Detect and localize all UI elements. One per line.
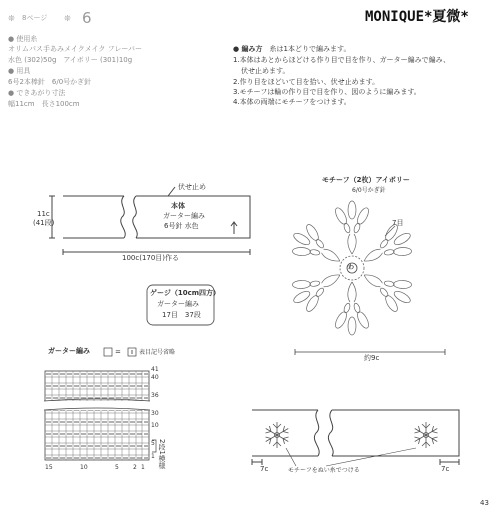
assembly-note: モチーフをぬい糸でつける — [288, 467, 360, 474]
col-label: 5 — [115, 464, 119, 471]
yarn-name: オリムパス手あみメイクメイク フレーバー — [8, 45, 142, 53]
motif-size: 約9c — [364, 354, 380, 362]
header-star-icon: ❊ — [64, 14, 71, 23]
col-label: 1 — [141, 464, 145, 471]
howto-step: 4.本体の両端にモチーフをつけます。 — [233, 98, 351, 106]
row-label: 1 — [151, 453, 155, 460]
watermark: MONIQUE*夏微* — [365, 9, 469, 25]
legend-equals: = — [115, 348, 121, 356]
col-label: 10 — [80, 464, 88, 471]
size-heading: ● できあがり寸法 — [8, 89, 66, 97]
motif-rounds: 7目 — [392, 219, 404, 227]
tools-detail: 6号2本棒針 6/0号かぎ針 — [8, 78, 92, 86]
bind-off-label: 伏せ止め — [178, 183, 206, 191]
motif-center: わ — [348, 264, 355, 271]
row-label: 40 — [151, 374, 159, 381]
col-label: 2 — [133, 464, 137, 471]
howto-step: 2.作り目をほどいて目を拾い、伏せ止めます。 — [233, 78, 380, 86]
body-stitch: ガーター編み — [163, 212, 205, 220]
height-rows-label: (41段) — [33, 219, 55, 227]
repeat-label: 2段1模様 — [158, 439, 166, 469]
chart-title: ガーター編み — [48, 347, 90, 355]
gauge-count: 17目 37段 — [162, 311, 201, 319]
page-number: 43 — [480, 499, 489, 507]
header-star-icon: ❊ — [8, 14, 15, 23]
motif-title: モチーフ（2枚）アイボリー — [322, 176, 410, 184]
pattern-number: 6 — [82, 9, 92, 27]
yarn-heading: ● 使用糸 — [8, 35, 38, 43]
right-gap-label: 7c — [441, 465, 450, 473]
page-ref: 8ページ — [22, 14, 48, 22]
row-label: 41 — [151, 366, 159, 373]
row-label: 36 — [151, 392, 159, 399]
gauge-title: ゲージ（10cm四方） — [150, 289, 221, 297]
left-gap-label: 7c — [260, 465, 269, 473]
row-label: 5 — [151, 440, 155, 447]
gauge-stitch: ガーター編み — [157, 300, 199, 308]
size-detail: 幅11cm 長さ100cm — [8, 100, 80, 108]
yarn-detail: 水色 (302)50g アイボリー (301)10g — [8, 56, 133, 64]
chart-legend: 表目記号省略 — [139, 349, 176, 356]
howto-step: 伏せ止めます。 — [241, 67, 290, 75]
howto-heading: ● 編み方 糸は1本どりで編みます。 — [233, 45, 351, 53]
body-needle: 6号針 水色 — [164, 222, 199, 230]
body-width-label: 100c(170目)作る — [122, 254, 180, 262]
howto-step: 3.モチーフは輪の作り目で目を作り、図のように編みます。 — [233, 88, 421, 96]
row-label: 10 — [151, 422, 159, 429]
body-title: 本体 — [171, 202, 185, 210]
row-label: 30 — [151, 410, 159, 417]
col-label: 15 — [45, 464, 53, 471]
tools-heading: ● 用具 — [8, 67, 31, 75]
height-label: 11c — [37, 210, 50, 218]
motif-hook: 6/0号かぎ針 — [352, 187, 386, 194]
howto-step: 1.本体はあとからほどける作り目で目を作り、ガーター編みで編み、 — [233, 56, 451, 64]
